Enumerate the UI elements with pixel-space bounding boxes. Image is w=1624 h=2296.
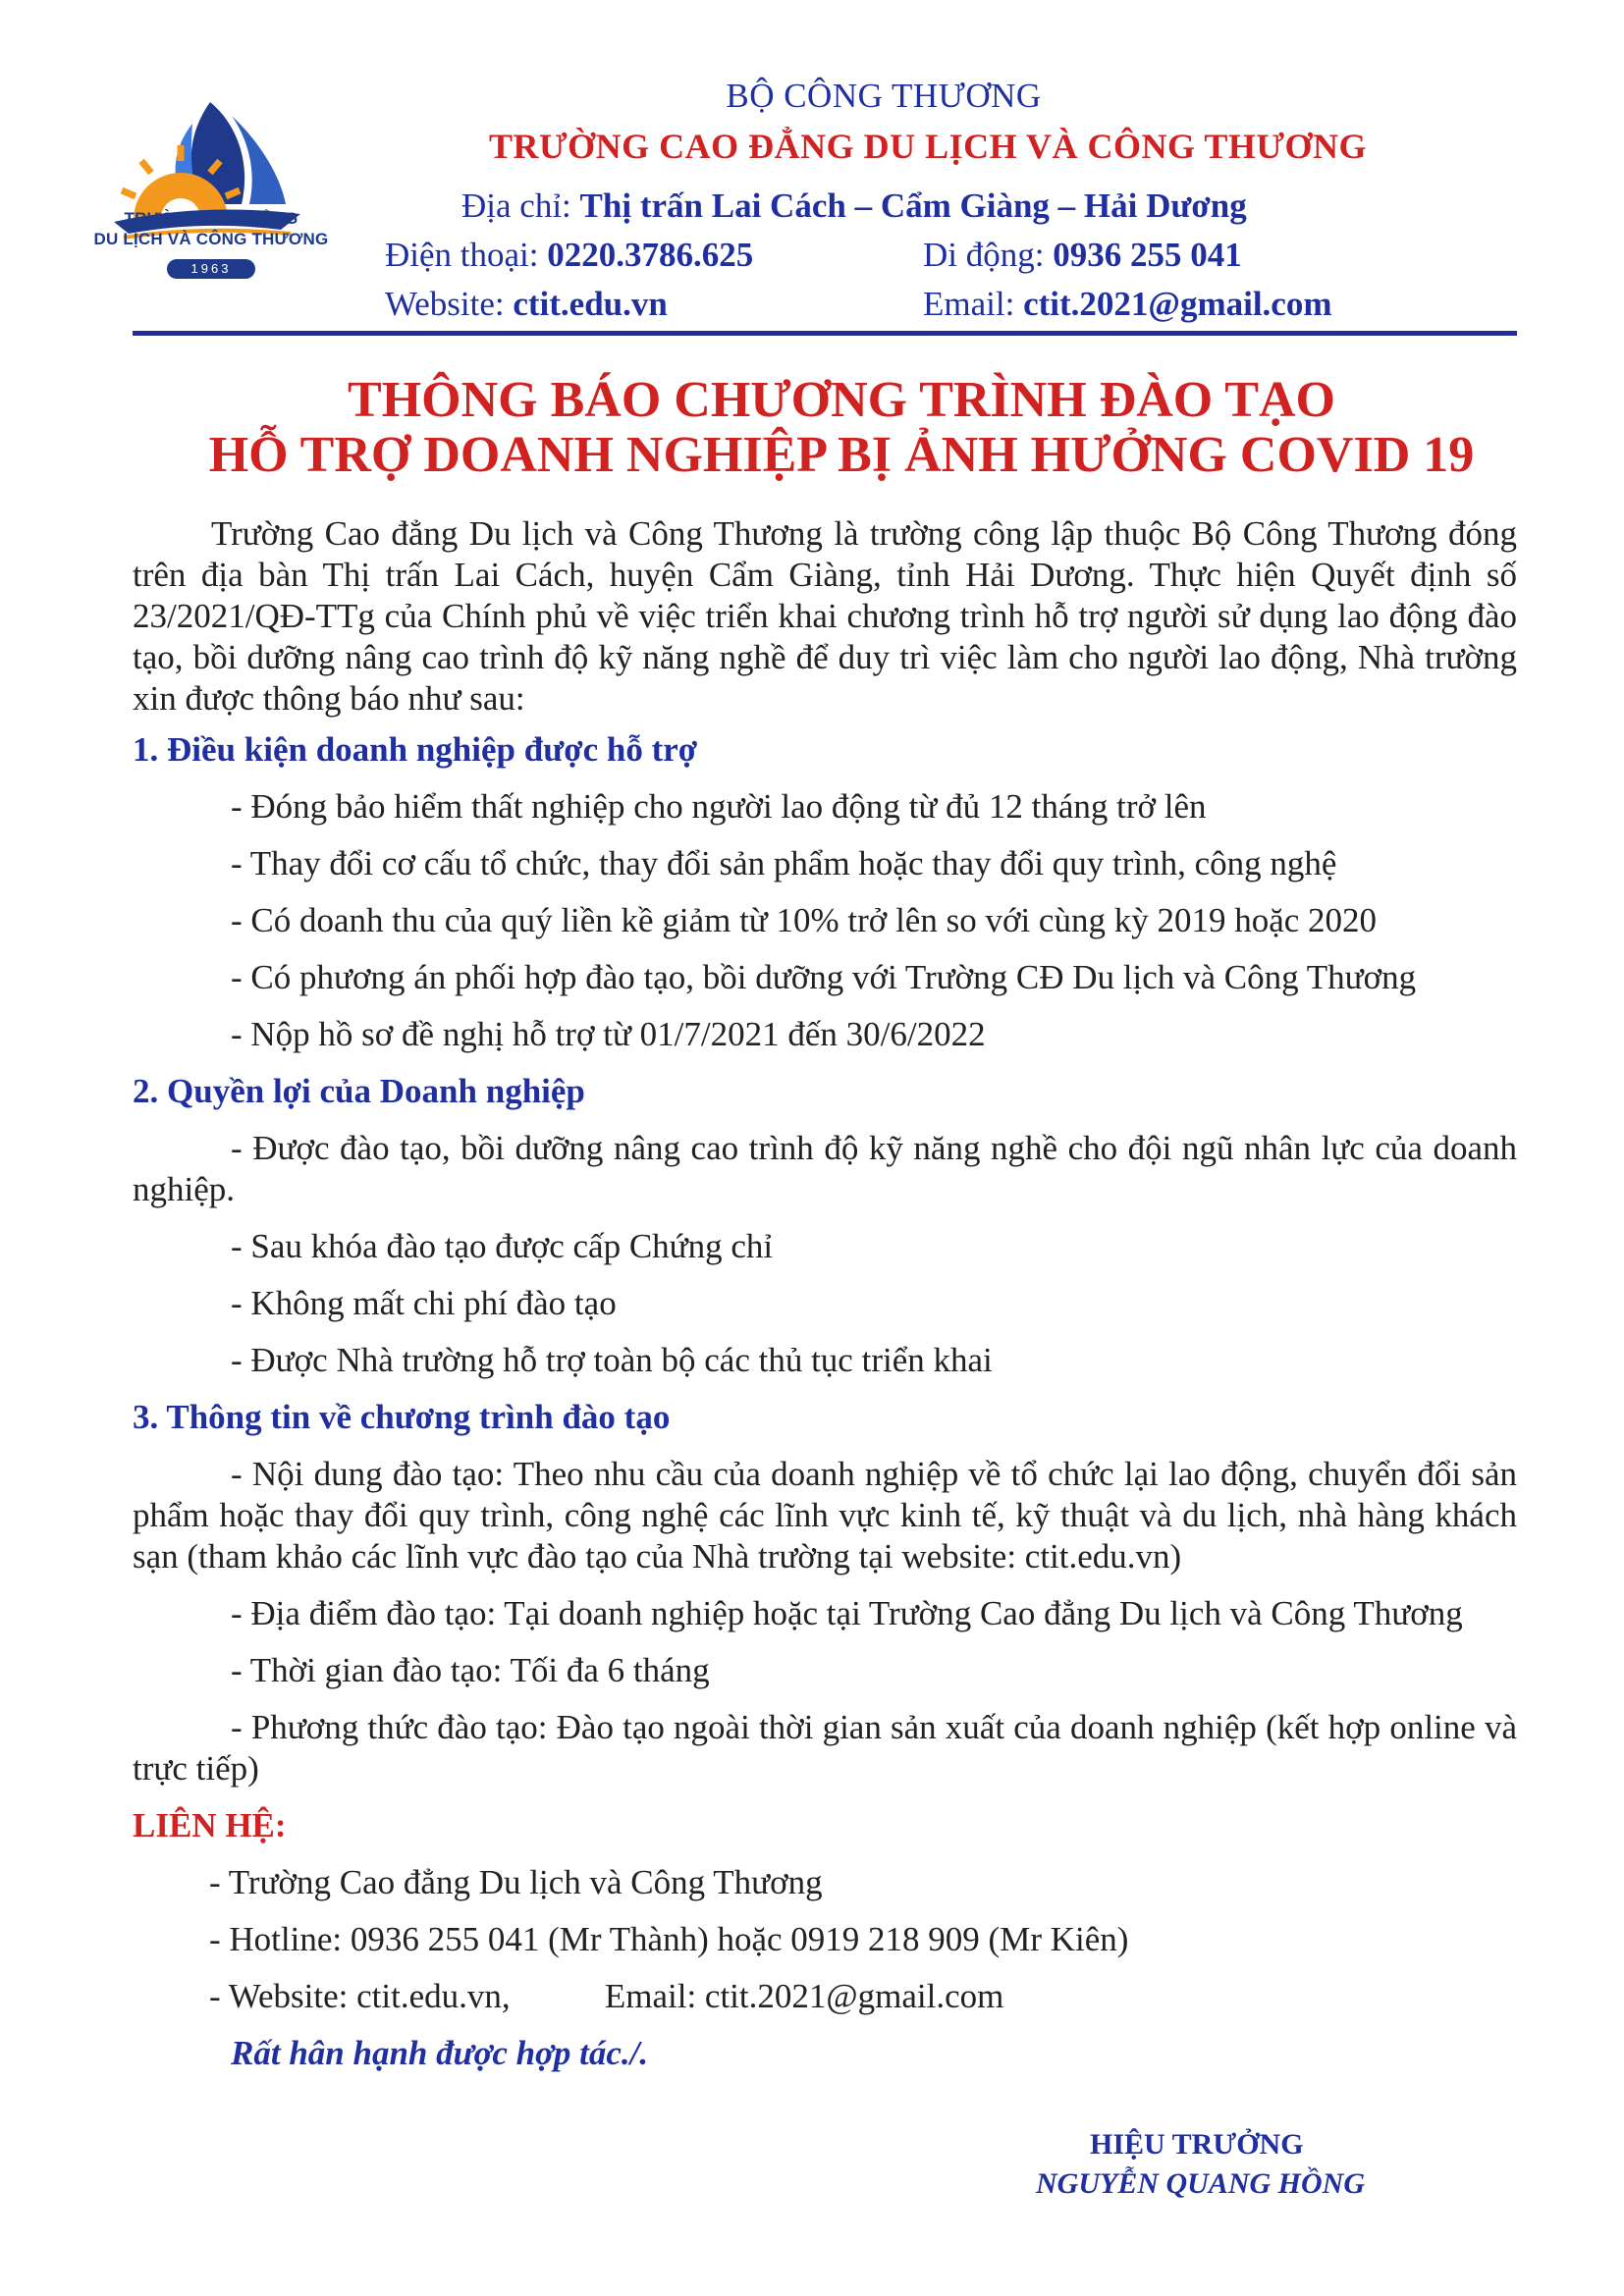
website-value: ctit.edu.vn: [513, 285, 668, 323]
address-label: Địa chỉ:: [461, 187, 571, 225]
intro-paragraph: Trường Cao đẳng Du lịch và Công Thương là trường công lập thuộc Bộ Công Thương đóng trên địa bàn Thị trấn Lai Cách, huyện Cẩm Giàng, tỉnh Hải Dương. Thực hiện Quyết định số 23/2021/QĐ-TTg của Chính phủ về việc triển khai chương trình hỗ trợ người sử dụng lao động đào tạo, bồi dưỡng nâng cao trình độ kỹ năng nghề để duy trì việc làm cho người lao động, Nhà trường xin được thông báo như sau:: [133, 514, 1517, 718]
mobile-label: Di động:: [923, 236, 1045, 274]
mobile-line: [923, 236, 1242, 275]
list-item: - Phương thức đào tạo: Đào tạo ngoài thời gian sản xuất của doanh nghiệp (kết hợp online và trực tiếp): [133, 1708, 1517, 1788]
address-line: [461, 187, 1247, 226]
mobile-value: 0936 255 041: [1053, 236, 1242, 274]
list-item: - Không mất chi phí đào tạo: [231, 1284, 617, 1322]
logo-caption: [59, 208, 363, 249]
list-item: - Có doanh thu của quý liền kề giảm từ 10% trở lên so với cùng kỳ 2019 hoặc 2020: [231, 901, 1378, 939]
list-item: - Nội dung đào tạo: Theo nhu cầu của doanh nghiệp về tổ chức lại lao động, chuyển đổi sản phẩm hoặc thay đổi quy trình, công nghệ các lĩnh vực kinh tế, kỹ thuật và du lịch, nhà hàng khách sạn (tham khảo các lĩnh vực đào tạo của Nhà trường tại website: ctit.edu.vn): [133, 1455, 1517, 1575]
email-line: [923, 285, 1331, 324]
list-item: - Sau khóa đào tạo được cấp Chứng chỉ: [231, 1227, 774, 1265]
logo-caption-line: DU LỊCH VÀ CÔNG THƯƠNG: [93, 230, 329, 248]
list-item: - Nộp hồ sơ đề nghị hỗ trợ từ 01/7/2021 đến 30/6/2022: [231, 1015, 986, 1053]
header-divider: [133, 331, 1517, 336]
school-name: TRƯỜNG CAO ĐẲNG DU LỊCH VÀ CÔNG THƯƠNG: [488, 127, 1368, 166]
list-item: - Được đào tạo, bồi dưỡng nâng cao trình độ kỹ năng nghề cho đội ngũ nhân lực của doanh nghiệp.: [133, 1129, 1517, 1208]
signature-name: NGUYỄN QUANG HỒNG: [1036, 2167, 1365, 2200]
phone-line: [385, 236, 753, 275]
contact-heading: LIÊN HỆ:: [133, 1806, 287, 1844]
contact-item: - Website: ctit.edu.vn, Email: ctit.2021@gmail.com: [209, 1977, 1004, 2015]
closing-remark: Rất hân hạnh được hợp tác./.: [231, 2034, 649, 2072]
notice-title-line-2: HỖ TRỢ DOANH NGHIỆP BỊ ẢNH HƯỞNG COVID 19: [208, 427, 1475, 483]
list-item: - Đóng bảo hiểm thất nghiệp cho người lao động từ đủ 12 tháng trở lên: [231, 787, 1207, 826]
list-item: - Có phương án phối hợp đào tạo, bồi dưỡng với Trường CĐ Du lịch và Công Thương: [231, 958, 1417, 996]
section-heading-benefits: 2. Quyền lợi của Doanh nghiệp: [133, 1072, 585, 1110]
website-line: [385, 285, 668, 324]
logo-year-badge: 1963: [167, 259, 255, 279]
list-item: - Thay đổi cơ cấu tổ chức, thay đổi sản phẩm hoặc thay đổi quy trình, công nghệ: [231, 844, 1337, 882]
notice-body: [133, 513, 1517, 2074]
signature-title: HIỆU TRƯỞNG: [1090, 2128, 1304, 2161]
contact-item: - Trường Cao đẳng Du lịch và Công Thương: [209, 1863, 823, 1901]
section-heading-program-info: 3. Thông tin về chương trình đào tạo: [133, 1398, 671, 1436]
address-value: Thị trấn Lai Cách – Cẩm Giàng – Hải Dương: [579, 187, 1247, 225]
list-item: - Được Nhà trường hỗ trợ toàn bộ các thủ tục triển khai: [231, 1341, 993, 1379]
phone-value: 0220.3786.625: [547, 236, 754, 274]
website-label: Website:: [385, 285, 505, 323]
email-label: Email:: [923, 285, 1015, 323]
contact-item: - Hotline: 0936 255 041 (Mr Thành) hoặc 0919 218 909 (Mr Kiên): [209, 1920, 1129, 1958]
email-value: ctit.2021@gmail.com: [1023, 285, 1332, 323]
list-item: - Thời gian đào tạo: Tối đa 6 tháng: [231, 1651, 710, 1689]
notice-title-line-1: THÔNG BÁO CHƯƠNG TRÌNH ĐÀO TẠO: [348, 372, 1335, 428]
phone-label: Điện thoại:: [385, 236, 539, 274]
section-heading-conditions: 1. Điều kiện doanh nghiệp được hỗ trợ: [133, 730, 698, 769]
ministry-name: BỘ CÔNG THƯƠNG: [726, 77, 1042, 115]
list-item: - Địa điểm đào tạo: Tại doanh nghiệp hoặc tại Trường Cao đẳng Du lịch và Công Thương: [231, 1594, 1463, 1632]
logo-caption-line: TRƯỜNG CAO ĐẲNG: [124, 209, 298, 228]
